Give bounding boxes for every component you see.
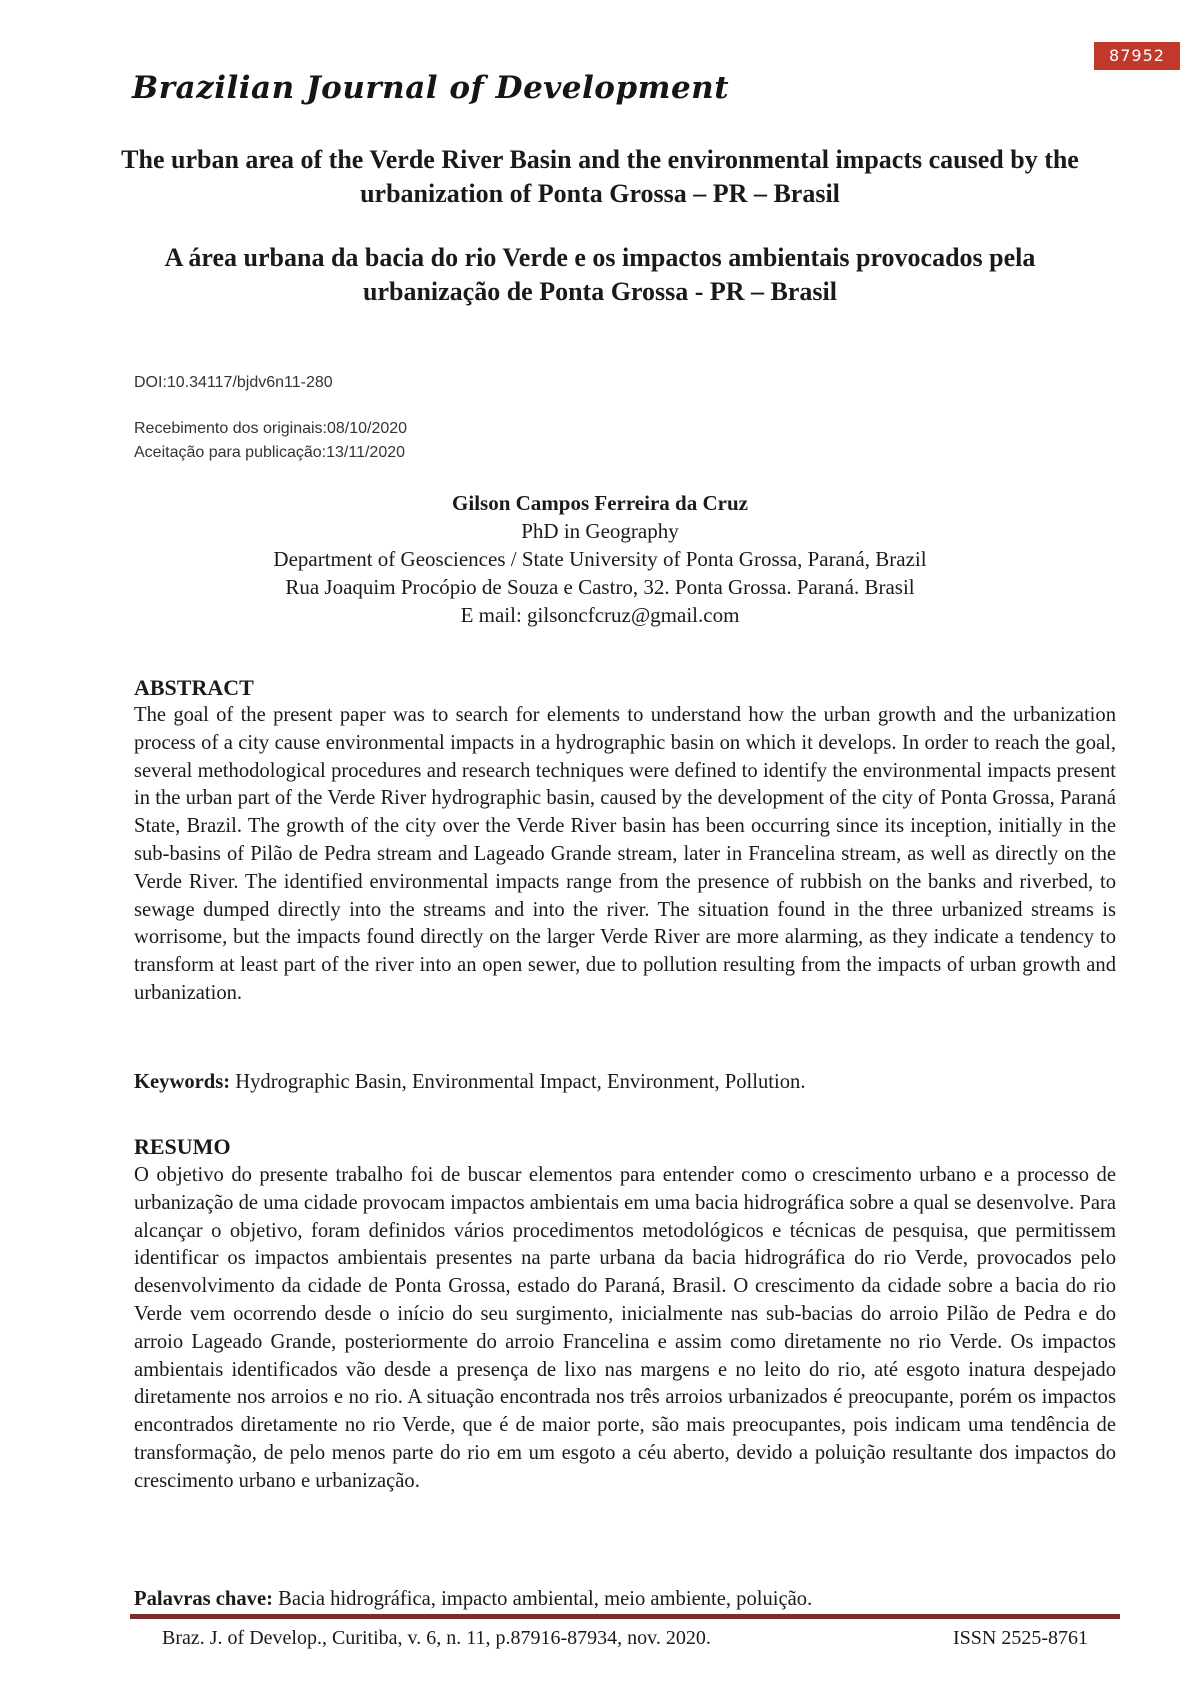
author-department: Department of Geosciences / State University of Ponta Grossa, Paraná, Brazil bbox=[273, 547, 927, 571]
abstract-text: The goal of the present paper was to search for elements to understand how the urban growth and the urbanization process of a city cause environmental impacts in a hydrographic basin on which it develops. In order to reach the goal, several methodological procedures and research techniques were defined to identify the environmental impacts present in the urban part of the Verde River hydrographic basin, caused by the development of the city of Ponta Grossa, Paraná State, Brazil. The growth of the city over the Verde River basin has been occurring since its inception, initially in the sub-basins of Pilão de Pedra stream and Lageado Grande stream, later in Francelina stream, as well as directly on the Verde River. The identified environmental impacts range from the presence of rubbish on the banks and riverbed, to sewage dumped directly into the streams and into the river. The situation found in the three urbanized streams is worrisome, but the impacts found directly on the larger Verde River are more alarming, as they indicate a tendency to transform at least part of the river into an open sewer, due to pollution resulting from the impacts of urban growth and urbanization. bbox=[134, 704, 1116, 1004]
keywords-values: Hydrographic Basin, Environmental Impact, Environment, Pollution. bbox=[235, 1071, 806, 1093]
palavras-chave-values: Bacia hidrográfica, impacto ambiental, meio ambiente, poluição. bbox=[278, 1588, 813, 1610]
keywords-label: Keywords: bbox=[134, 1071, 231, 1093]
keywords-line bbox=[134, 1068, 1116, 1096]
author-block bbox=[120, 489, 1080, 629]
palavras-chave-label: Palavras chave: bbox=[134, 1588, 273, 1610]
author-degree: PhD in Geography bbox=[521, 519, 679, 543]
author-email: E mail: gilsoncfcruz@gmail.com bbox=[460, 603, 740, 627]
title-english: The urban area of the Verde River Basin and the environmental impacts caused by the urbanization of Ponta Grossa – PR – Brasil bbox=[121, 145, 1079, 208]
footer-rule bbox=[130, 1614, 1120, 1619]
resumo-text: O objetivo do presente trabalho foi de buscar elementos para entender como o crescimento urbano e a processo de urbanização de uma cidade provocam impactos ambientais em uma bacia hidrográfica sobre a qual se desenvolve. Para alcançar o objetivo, foram definidos vários procedimentos metodológicos e técnicas de pesquisa, que permitissem identificar os impactos ambientais presentes na parte urbana da bacia hidrográfica do rio Verde, provocados pelo desenvolvimento da cidade de Ponta Grossa, estado do Paraná, Brasil. O crescimento da cidade sobre a bacia do rio Verde vem ocorrendo desde o início do seu surgimento, inicialmente nas sub-bacias do arroio Pilão de Pedra e do arroio Lageado Grande, posteriormente do arroio Francelina e assim como diretamente no rio Verde. Os impactos ambientais identificados vão desde a presença de lixo nas margens e no leito do rio, até esgoto inatura despejado diretamente nos arroios e no rio. A situação encontrada nos três arroios urbanizados é preocupante, porém os impactos encontrados diretamente no rio Verde, que é de maior porte, são mais preocupantes, pois indicam uma tendência de transformação, de pelo menos parte do rio em um esgoto a céu aberto, devido a poluição resultante dos impactos do crescimento urbano e urbanização. bbox=[134, 1164, 1116, 1492]
received-date: Recebimento dos originais:08/10/2020 bbox=[134, 420, 408, 437]
page-number-badge: 87952 bbox=[1094, 42, 1180, 70]
journal-logo: Brazilian Journal of Development bbox=[132, 70, 730, 106]
abstract-heading: ABSTRACT bbox=[134, 675, 254, 700]
doi: DOI:10.34117/bjdv6n11-280 bbox=[134, 374, 333, 391]
resumo-heading: RESUMO bbox=[134, 1134, 231, 1159]
accepted-date: Aceitação para publicação:13/11/2020 bbox=[134, 444, 406, 461]
palavras-chave-line bbox=[134, 1585, 1116, 1613]
author-address: Rua Joaquim Procópio de Souza e Castro, 32. Ponta Grossa. Paraná. Brasil bbox=[285, 575, 915, 599]
footer-issn: ISSN 2525-8761 bbox=[952, 1627, 1088, 1649]
title-portuguese: A área urbana da bacia do rio Verde e os impactos ambientais provocados pela urbanização de Ponta Grossa - PR – Brasil bbox=[164, 243, 1036, 306]
author-name: Gilson Campos Ferreira da Cruz bbox=[452, 491, 748, 515]
footer-citation: Braz. J. of Develop., Curitiba, v. 6, n. 11, p.87916-87934, nov. 2020. bbox=[162, 1627, 711, 1649]
